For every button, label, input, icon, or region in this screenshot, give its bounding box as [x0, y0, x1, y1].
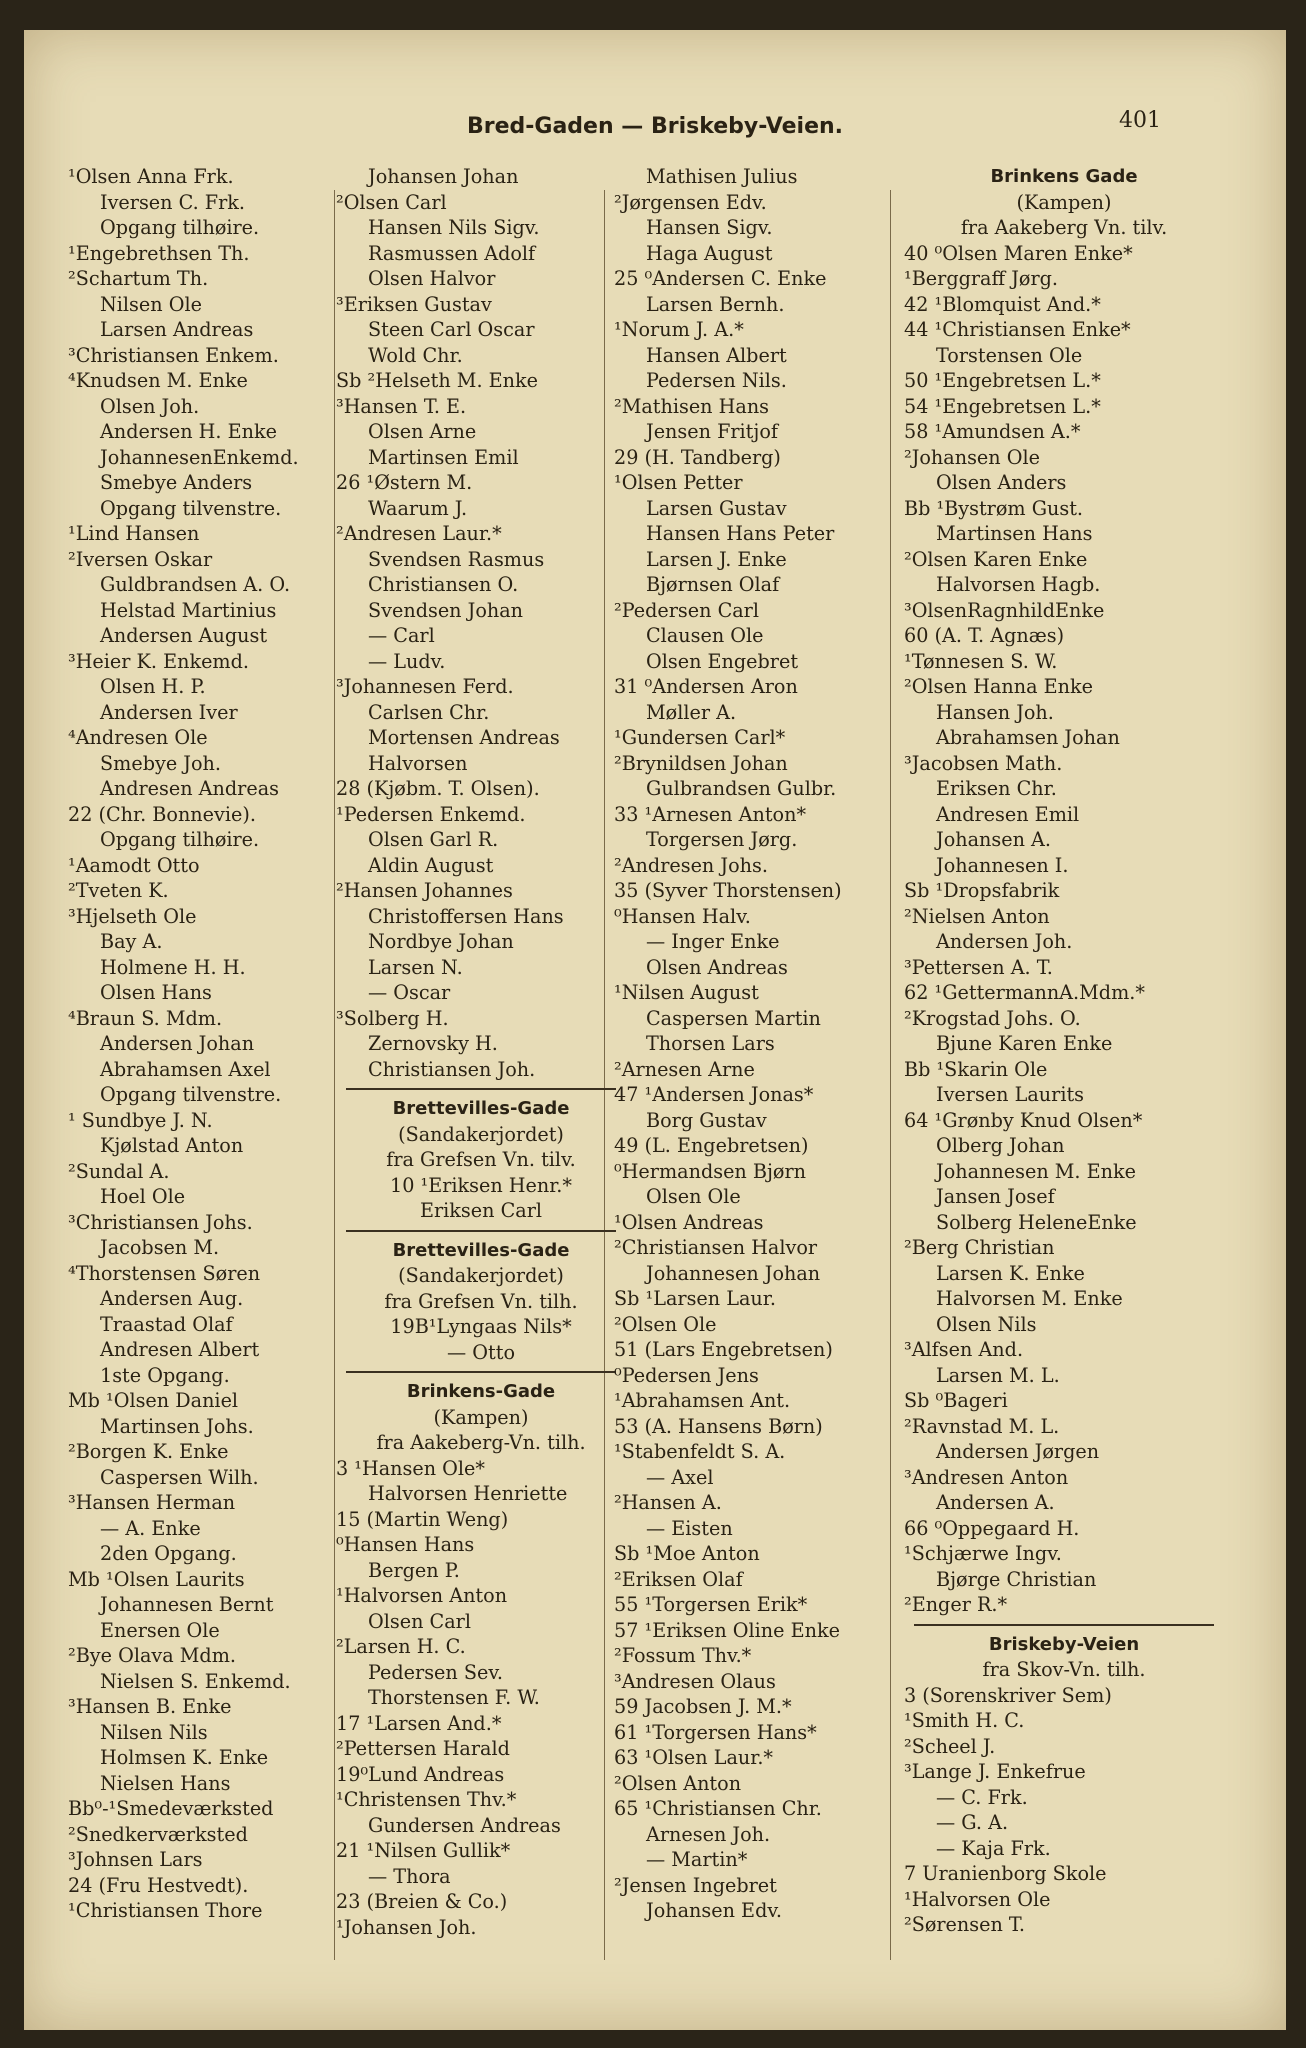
directory-entry: Jansen Josef — [936, 1185, 1055, 1208]
directory-page — [24, 30, 1286, 2030]
directory-entry: Opgang tilvenstre. — [100, 496, 282, 520]
directory-entry: Olsen Andreas — [646, 955, 788, 979]
directory-entry: ⁰Hermandsen Bjørn — [614, 1159, 807, 1183]
directory-entry: Møller A. — [646, 700, 737, 724]
directory-entry: ¹Halvorsen Anton — [336, 1584, 508, 1607]
directory-entry: 19⁰Lund Andreas — [336, 1762, 505, 1786]
directory-entry: Sb ¹Larsen Laur. — [614, 1287, 776, 1310]
directory-entry: Carlsen Chr. — [368, 700, 490, 724]
directory-entry: ³Eriksen Gustav — [336, 292, 492, 316]
directory-entry: Thorsen Lars — [646, 1032, 775, 1055]
directory-entry: ¹ Sundbye J. N. — [68, 1108, 213, 1132]
directory-entry: Smebye Joh. — [100, 751, 221, 775]
directory-entry: ²Schartum Th. — [68, 267, 209, 290]
directory-entry: Nielsen S. Enkemd. — [100, 1669, 291, 1693]
directory-entry: Larsen Bernh. — [646, 292, 785, 316]
street-heading: Brettevilles-Gade — [392, 1098, 570, 1119]
directory-entry: 40 ⁰Olsen Maren Enke* — [904, 241, 1133, 265]
directory-entry: ⁴Andresen Ole — [68, 726, 208, 749]
directory-entry: ³Andresen Olaus — [614, 1669, 776, 1693]
directory-entry: ²Enger R.* — [904, 1593, 1008, 1616]
directory-entry: Nilsen Ole — [100, 292, 202, 316]
directory-entry: ¹Christiansen Thore — [68, 1899, 263, 1922]
directory-entry: ²Andresen Laur.* — [336, 522, 502, 545]
directory-entry: Nilsen Nils — [100, 1720, 208, 1744]
directory-entry: ²Krogstad Johs. O. — [904, 1006, 1081, 1030]
directory-entry: ²Hansen Johannes — [336, 879, 513, 902]
directory-entry: ²Snedkerværksted — [68, 1822, 248, 1846]
directory-entry: Andresen Andreas — [100, 777, 279, 800]
directory-entry: Olsen Ole — [646, 1185, 741, 1208]
directory-entry: ¹Halvorsen Ole — [904, 1887, 1051, 1911]
directory-entry: ²Johansen Ole — [904, 445, 1040, 469]
street-heading: Briskeby-Veien — [988, 1633, 1140, 1655]
directory-entry: ³Lange J. Enkefrue — [904, 1760, 1086, 1783]
directory-entry: ³Alfsen And. — [904, 1338, 1024, 1361]
street-subheading: fra Grefsen Vn. tilh. — [384, 1289, 578, 1313]
directory-entry: ²Jørgensen Edv. — [614, 190, 767, 214]
directory-entry: ²Bye Olava Mdm. — [68, 1644, 236, 1667]
directory-entry: ²Pedersen Carl — [614, 598, 759, 622]
street-subheading: fra Aakeberg Vn. tilv. — [960, 216, 1168, 239]
directory-entry: ¹Schjærwe Ingv. — [904, 1542, 1062, 1565]
directory-entry: ³Johannesen Ferd. — [336, 675, 514, 698]
directory-entry: ²Iversen Oskar — [68, 547, 213, 571]
directory-entry: ³Solberg H. — [336, 1006, 449, 1030]
directory-entry: Halvorsen Henriette — [368, 1482, 568, 1505]
directory-entry: — Ludv. — [368, 649, 446, 673]
directory-entry: ¹Olsen Petter — [614, 471, 743, 494]
directory-entry: 25 ⁰Andersen C. Enke — [614, 267, 827, 290]
directory-entry: Mb ¹Olsen Laurits — [68, 1567, 245, 1591]
directory-entry: ¹Abrahamsen Ant. — [614, 1389, 791, 1412]
directory-entry: Johannesen Bernt — [100, 1593, 274, 1616]
directory-entry: ²Christiansen Halvor — [614, 1236, 818, 1259]
directory-entry: ²Sundal A. — [68, 1159, 170, 1183]
directory-entry: ⁴Braun S. Mdm. — [68, 1006, 223, 1030]
street-subheading: (Sandakerjordet) — [398, 1122, 564, 1146]
directory-entry: ¹Norum J. A.* — [614, 318, 744, 341]
directory-entry: Olsen Carl — [368, 1609, 471, 1633]
directory-entry: ¹Tønnesen S. W. — [904, 649, 1058, 673]
directory-entry: ²Olsen Carl — [336, 190, 447, 214]
directory-entry: Bb ¹Bystrøm Gust. — [904, 496, 1084, 520]
directory-entry: ¹Engebrethsen Th. — [68, 241, 250, 265]
directory-entry: ³OlsenRagnhildEnke — [904, 598, 1105, 622]
section-rule — [336, 1365, 626, 1379]
directory-entry: 35 (Syver Thorstensen) — [614, 879, 842, 902]
directory-entry: Enersen Ole — [100, 1618, 220, 1642]
directory-entry: ²Pettersen Harald — [336, 1737, 510, 1760]
directory-entry: Sb ¹Moe Anton — [614, 1542, 760, 1565]
directory-entry: 22 (Chr. Bonnevie). — [68, 802, 256, 826]
directory-entry: — Eisten — [646, 1516, 733, 1540]
street-subheading: fra Skov-Vn. tilh. — [982, 1658, 1146, 1681]
street-subheading: (Kampen) — [1016, 190, 1112, 214]
directory-entry: Andersen Aug. — [100, 1287, 244, 1310]
street-subheading: Eriksen Carl — [419, 1199, 543, 1222]
directory-entry: Holmsen K. Enke — [100, 1746, 269, 1769]
directory-entry: Andersen Johan — [100, 1032, 255, 1055]
directory-entry: 31 ⁰Andersen Aron — [614, 675, 798, 698]
directory-entry: Andersen A. — [936, 1491, 1055, 1514]
directory-entry: 61 ¹Torgersen Hans* — [614, 1720, 817, 1744]
directory-entry: Holmene H. H. — [100, 955, 246, 979]
directory-entry: Nordbye Johan — [368, 930, 514, 953]
directory-entry: Olsen Garl R. — [368, 828, 499, 851]
directory-entry: Bb⁰-¹Smedeværksted — [68, 1797, 274, 1820]
directory-entry: Kjølstad Anton — [100, 1134, 244, 1157]
directory-entry: Olberg Johan — [936, 1134, 1065, 1157]
directory-entry: ²Sørensen T. — [904, 1913, 1026, 1936]
directory-entry: Bjørnsen Olaf — [646, 573, 780, 596]
section-rule — [904, 1618, 1224, 1632]
directory-entry: 1ste Opgang. — [100, 1363, 230, 1387]
directory-entry: Svendsen Johan — [368, 598, 524, 622]
directory-entry: JohannesenEnkemd. — [100, 445, 299, 469]
directory-entry: Helstad Martinius — [100, 598, 277, 622]
directory-entry: 33 ¹Arnesen Anton* — [614, 802, 807, 826]
directory-entry: Johansen Edv. — [646, 1899, 783, 1922]
directory-entry: 47 ¹Andersen Jonas* — [614, 1083, 814, 1106]
directory-entry: Bb ¹Skarin Ole — [904, 1057, 1048, 1081]
directory-entry: 2den Opgang. — [100, 1542, 237, 1565]
directory-entry: Sb ¹Dropsfabrik — [904, 879, 1060, 902]
directory-entry: ²Andresen Johs. — [614, 853, 768, 877]
directory-entry: — Martin* — [646, 1848, 748, 1871]
directory-entry: Johansen A. — [936, 828, 1052, 851]
directory-entry: 62 ¹GettermannA.Mdm.* — [904, 981, 1145, 1004]
directory-entry: ²Nielsen Anton — [904, 904, 1050, 928]
directory-entry: Bay A. — [100, 930, 163, 953]
directory-entry: ³Hansen B. Enke — [68, 1695, 232, 1718]
street-subheading: 19B¹Lyngaas Nils* — [390, 1315, 572, 1338]
directory-entry: Mortensen Andreas — [368, 726, 560, 749]
directory-entry: Bjørge Christian — [936, 1567, 1097, 1591]
directory-entry: Caspersen Wilh. — [100, 1465, 259, 1489]
directory-entry: Olsen Halvor — [368, 267, 496, 290]
directory-entry: ²Fossum Thv.* — [614, 1644, 752, 1667]
street-heading: Brinkens Gade — [990, 166, 1138, 187]
directory-entry: Opgang tilvenstre. — [100, 1083, 282, 1106]
directory-entry: 3 ¹Hansen Ole* — [336, 1456, 486, 1480]
directory-entry: Torstensen Ole — [936, 343, 1083, 367]
section-rule — [336, 1224, 626, 1238]
directory-entry: ²Mathisen Hans — [614, 394, 770, 418]
directory-entry: Halvorsen Hagb. — [936, 573, 1101, 596]
directory-entry: Olsen Anders — [936, 471, 1067, 494]
directory-entry: Pedersen Nils. — [646, 369, 787, 392]
directory-entry: — Axel — [646, 1465, 714, 1489]
directory-entry: Andersen Jørgen — [936, 1440, 1100, 1463]
directory-entry: 55 ¹Torgersen Erik* — [614, 1593, 808, 1616]
directory-entry: 7 Uranienborg Skole — [904, 1862, 1107, 1885]
directory-entry: ²Hansen A. — [614, 1491, 722, 1514]
column-2 — [336, 164, 626, 1940]
directory-entry: Martinsen Hans — [936, 522, 1093, 545]
directory-entry: 60 (A. T. Agnæs) — [904, 624, 1065, 647]
directory-entry: Clausen Ole — [646, 624, 764, 647]
directory-entry: ¹Smith H. C. — [904, 1709, 1025, 1732]
directory-entry: ¹Olsen Andreas — [614, 1210, 764, 1234]
directory-entry: ¹Stabenfeldt S. A. — [614, 1440, 786, 1463]
directory-entry: Hansen Albert — [646, 343, 787, 367]
directory-entry: 58 ¹Amundsen A.* — [904, 420, 1081, 443]
directory-entry: ²Jensen Ingebret — [614, 1873, 777, 1897]
directory-entry: Halvorsen M. Enke — [936, 1287, 1123, 1310]
directory-entry: Arnesen Joh. — [646, 1822, 771, 1846]
directory-entry: Olsen Hans — [100, 981, 212, 1004]
directory-entry: ⁰Hansen Hans — [336, 1533, 475, 1556]
street-subheading: — Otto — [447, 1340, 515, 1364]
directory-entry: 53 (A. Hansens Børn) — [614, 1414, 823, 1438]
directory-entry: 63 ¹Olsen Laur.* — [614, 1746, 774, 1769]
directory-entry: Sb ²Helseth M. Enke — [336, 369, 539, 392]
directory-entry: Hansen Joh. — [936, 700, 1054, 724]
directory-entry: 54 ¹Engebretsen L.* — [904, 394, 1101, 418]
directory-entry: Jacobsen M. — [100, 1236, 220, 1259]
directory-entry: Olsen Arne — [368, 420, 477, 443]
directory-entry: Andersen Joh. — [936, 930, 1073, 953]
directory-entry: 51 (Lars Engebretsen) — [614, 1338, 833, 1361]
directory-entry: ²Scheel J. — [904, 1734, 996, 1758]
section-rule — [336, 1082, 626, 1096]
directory-entry: Eriksen Chr. — [936, 777, 1057, 800]
directory-entry: Larsen J. Enke — [646, 547, 787, 571]
directory-entry: ⁴Knudsen M. Enke — [68, 369, 248, 392]
directory-entry: Christiansen Joh. — [368, 1057, 536, 1081]
directory-entry: 57 ¹Eriksen Oline Enke — [614, 1618, 840, 1642]
directory-entry: ³Christiansen Enkem. — [68, 343, 279, 367]
column-1 — [68, 164, 358, 1924]
directory-entry: Abrahamsen Axel — [100, 1057, 271, 1081]
directory-entry: Iversen C. Frk. — [100, 190, 246, 214]
directory-entry: ¹Berggraff Jørg. — [904, 267, 1059, 290]
directory-entry: ²Tveten K. — [68, 879, 169, 902]
directory-entry: ⁰Pedersen Jens — [614, 1363, 759, 1387]
page-header: Bred-Gaden — Briskeby-Veien. — [466, 114, 844, 139]
column-4 — [904, 164, 1224, 1938]
directory-entry: Hoel Ole — [100, 1185, 186, 1208]
directory-entry: Traastad Olaf — [100, 1312, 233, 1336]
directory-entry: Iversen Laurits — [936, 1083, 1085, 1106]
directory-entry: ²Olsen Hanna Enke — [904, 675, 1093, 698]
directory-entry: Andresen Albert — [100, 1338, 260, 1361]
directory-entry: ²Arnesen Arne — [614, 1057, 755, 1081]
directory-entry: ²Ravnstad M. L. — [904, 1414, 1060, 1438]
directory-entry: Abrahamsen Johan — [936, 726, 1120, 749]
directory-entry: Larsen M. L. — [936, 1363, 1060, 1387]
street-subheading: 10 ¹Eriksen Henr.* — [389, 1173, 572, 1197]
directory-entry: Steen Carl Oscar — [368, 318, 535, 341]
directory-entry: — Carl — [368, 624, 435, 647]
directory-entry: Torgersen Jørg. — [646, 828, 798, 851]
directory-entry: Smebye Anders — [100, 471, 253, 494]
directory-entry: ²Borgen K. Enke — [68, 1440, 229, 1463]
directory-entry: ³Andresen Anton — [904, 1465, 1069, 1489]
directory-entry: Haga August — [646, 241, 773, 265]
directory-entry: ¹Aamodt Otto — [68, 853, 200, 877]
directory-entry: Bergen P. — [368, 1558, 460, 1582]
directory-entry: 59 Jacobsen J. M.* — [614, 1695, 792, 1718]
directory-entry: Jensen Fritjof — [646, 420, 778, 443]
directory-entry: ¹Pedersen Enkemd. — [336, 802, 526, 826]
directory-entry: ³Pettersen A. T. — [904, 955, 1053, 979]
directory-entry: Gundersen Andreas — [368, 1813, 561, 1837]
directory-entry: ²Eriksen Olaf — [614, 1567, 743, 1591]
directory-entry: Nielsen Hans — [100, 1771, 231, 1795]
directory-entry: ¹Gundersen Carl* — [614, 726, 786, 749]
directory-entry: 3 (Sorenskriver Sem) — [904, 1683, 1112, 1707]
directory-entry: ²Larsen H. C. — [336, 1635, 466, 1658]
directory-entry: Johannesen I. — [936, 853, 1069, 877]
page-number: 401 — [1119, 108, 1161, 133]
directory-entry: 24 (Fru Hestvedt). — [68, 1873, 249, 1897]
directory-entry: Halvorsen — [368, 751, 468, 775]
directory-entry: Larsen N. — [368, 955, 463, 979]
directory-entry: 26 ¹Østern M. — [336, 471, 473, 494]
directory-entry: — G. A. — [936, 1811, 1009, 1834]
directory-entry: ³Hansen Herman — [68, 1491, 236, 1514]
directory-entry: Johansen Johan — [368, 165, 519, 188]
directory-entry: 49 (L. Engebretsen) — [614, 1134, 809, 1157]
directory-entry: 28 (Kjøbm. T. Olsen). — [336, 777, 540, 800]
directory-entry: Sb ⁰Bageri — [904, 1389, 1008, 1412]
street-heading: Brettevilles-Gade — [392, 1239, 570, 1261]
directory-entry: 64 ¹Grønby Knud Olsen* — [904, 1108, 1143, 1132]
directory-entry: ³Hjelseth Ole — [68, 904, 197, 928]
directory-entry: 50 ¹Engebretsen L.* — [904, 369, 1101, 392]
street-subheading: fra Aakeberg-Vn. tilh. — [376, 1431, 586, 1454]
directory-entry: Andersen August — [100, 624, 268, 647]
directory-entry: Olsen Joh. — [100, 394, 200, 418]
directory-entry: 66 ⁰Oppegaard H. — [904, 1516, 1080, 1540]
directory-entry: Johannesen Johan — [646, 1261, 821, 1285]
directory-entry: Wold Chr. — [368, 343, 463, 367]
directory-entry: Svendsen Rasmus — [368, 547, 545, 571]
directory-entry: Martinsen Emil — [368, 445, 519, 469]
directory-entry: Martinsen Johs. — [100, 1414, 254, 1438]
directory-entry: — C. Frk. — [936, 1785, 1028, 1809]
directory-entry: — Oscar — [368, 981, 451, 1004]
directory-entry: ³Johnsen Lars — [68, 1848, 203, 1871]
directory-entry: 21 ¹Nilsen Gullik* — [336, 1839, 511, 1862]
directory-entry: ¹Christensen Thv.* — [336, 1788, 517, 1811]
directory-entry: Olsen H. P. — [100, 675, 206, 698]
directory-entry: Thorstensen F. W. — [368, 1686, 540, 1709]
directory-entry: ³Jacobsen Math. — [904, 751, 1063, 775]
directory-entry: — A. Enke — [100, 1516, 201, 1540]
directory-entry: ¹Olsen Anna Frk. — [68, 165, 234, 188]
directory-entry: Bjune Karen Enke — [936, 1032, 1113, 1055]
directory-entry: Opgang tilhøire. — [100, 828, 260, 851]
directory-entry: ¹Lind Hansen — [68, 522, 200, 545]
directory-entry: ⁴Thorstensen Søren — [68, 1261, 261, 1285]
directory-entry: 65 ¹Christiansen Chr. — [614, 1797, 822, 1820]
street-subheading: fra Grefsen Vn. tilv. — [386, 1148, 576, 1171]
directory-entry: ¹Johansen Joh. — [336, 1915, 477, 1939]
directory-entry: Zernovsky H. — [368, 1032, 498, 1055]
directory-entry: — Inger Enke — [646, 930, 780, 953]
directory-entry: Rasmussen Adolf — [368, 241, 536, 265]
directory-entry: Guldbrandsen A. O. — [100, 573, 291, 596]
directory-entry: ⁰Hansen Halv. — [614, 904, 751, 928]
directory-entry: Hansen Nils Sigv. — [368, 216, 540, 239]
street-heading: Brinkens-Gade — [406, 1381, 556, 1402]
directory-entry: 23 (Breien & Co.) — [336, 1890, 508, 1913]
directory-entry: Mb ¹Olsen Daniel — [68, 1389, 239, 1412]
directory-entry: Mathisen Julius — [646, 165, 798, 188]
street-subheading: (Kampen) — [433, 1405, 529, 1429]
directory-entry: 42 ¹Blomquist And.* — [904, 292, 1101, 316]
directory-entry: — Kaja Frk. — [936, 1836, 1051, 1860]
directory-entry: Opgang tilhøire. — [100, 216, 260, 239]
directory-entry: 17 ¹Larsen And.* — [336, 1711, 502, 1735]
directory-entry: Caspersen Martin — [646, 1006, 821, 1030]
directory-entry: Borg Gustav — [646, 1108, 767, 1132]
directory-entry: Hansen Hans Peter — [646, 522, 835, 545]
directory-entry: Hansen Sigv. — [646, 216, 773, 239]
directory-entry: Olsen Nils — [936, 1312, 1037, 1336]
directory-entry: Larsen K. Enke — [936, 1261, 1085, 1285]
directory-entry: ³Hansen T. E. — [336, 394, 467, 418]
directory-entry: Larsen Andreas — [100, 318, 254, 341]
directory-entry: Solberg HeleneEnke — [936, 1210, 1137, 1234]
directory-entry: ³Christiansen Johs. — [68, 1210, 253, 1234]
directory-entry: — Thora — [368, 1864, 451, 1888]
street-subheading: (Sandakerjordet) — [398, 1264, 564, 1287]
directory-entry: ²Olsen Anton — [614, 1771, 742, 1795]
directory-entry: ²Olsen Karen Enke — [904, 547, 1088, 571]
directory-entry: ¹Nilsen August — [614, 981, 759, 1004]
directory-entry: 15 (Martin Weng) — [336, 1507, 509, 1531]
directory-entry: Olsen Engebret — [646, 649, 799, 673]
directory-entry: Larsen Gustav — [646, 496, 787, 520]
directory-entry: ²Berg Christian — [904, 1236, 1055, 1259]
directory-entry: Aldin August — [368, 853, 494, 877]
directory-entry: Andresen Emil — [936, 802, 1080, 826]
directory-entry: 29 (H. Tandberg) — [614, 445, 781, 469]
directory-entry: Christiansen O. — [368, 573, 519, 596]
directory-entry: Gulbrandsen Gulbr. — [646, 777, 837, 800]
directory-entry: 44 ¹Christiansen Enke* — [904, 318, 1131, 341]
directory-entry: Christoffersen Hans — [368, 904, 564, 928]
column-3 — [614, 164, 904, 1924]
directory-entry: ³Heier K. Enkemd. — [68, 649, 249, 673]
directory-entry: ²Brynildsen Johan — [614, 751, 788, 775]
directory-entry: Waarum J. — [368, 496, 468, 520]
directory-entry: Johannesen M. Enke — [936, 1159, 1136, 1183]
directory-entry: ²Olsen Ole — [614, 1312, 717, 1336]
directory-entry: Pedersen Sev. — [368, 1660, 504, 1684]
directory-entry: Andersen Iver — [100, 700, 238, 724]
directory-entry: Andersen H. Enke — [100, 420, 277, 443]
